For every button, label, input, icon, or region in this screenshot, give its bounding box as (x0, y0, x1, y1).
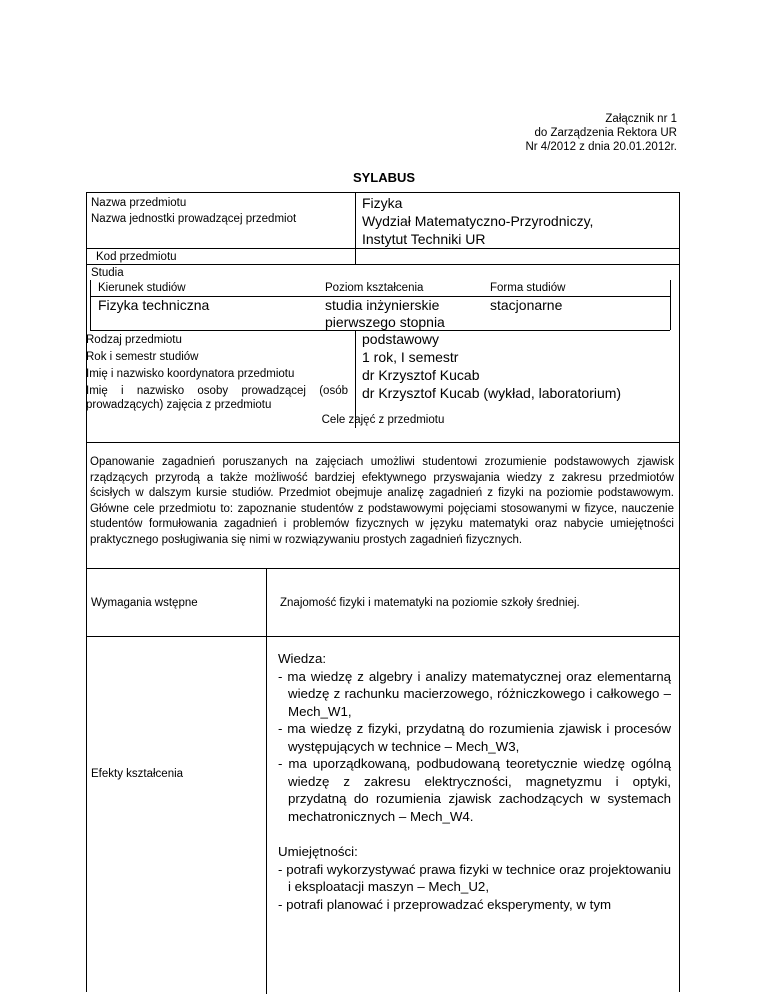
type-value: podstawowy (362, 331, 440, 347)
skills-item: - potrafi wykorzystywać prawa fizyki w technice oraz projektowaniu i eksploatacji maszyn – Mech_U2, (278, 861, 671, 894)
type-label: Rodzaj przedmiotu (86, 334, 182, 346)
goals-header: Cele zajęć z przedmiotu (321, 414, 445, 426)
unit-value-line-1: Wydział Matematyczno-Przyrodniczy, (362, 213, 594, 229)
teacher-label-line-1: Imię i nazwisko osoby prowadzącej (osób (86, 385, 348, 397)
document-title: SYLABUS (352, 170, 416, 185)
prereq-label: Wymagania wstępne (91, 597, 198, 609)
studies-label: Studia (91, 267, 124, 279)
knowledge-item: - ma wiedzę z algebry i analizy matematycznej oraz elementarną wiedzę z rachunku macierzowego, różniczkowego i całkowego – Mech_W1, (278, 668, 671, 719)
form-value: stacjonarne (490, 297, 563, 313)
level-value-line-1: studia inżynierskie (325, 297, 440, 313)
annex-line-1: Załącznik nr 1 (605, 113, 677, 125)
code-label: Kod przedmiotu (96, 251, 177, 263)
effects-content (278, 650, 671, 913)
subject-name-label: Nazwa przedmiotu (91, 197, 187, 209)
skills-header: Umiejętności: (278, 844, 358, 859)
knowledge-list (278, 668, 671, 826)
effects-label: Efekty kształcenia (91, 768, 184, 780)
prereq-value: Znajomość fizyki i matematyki na poziomie szkoły średniej. (280, 597, 580, 609)
teacher-value: dr Krzysztof Kucab (wykład, laboratorium) (362, 385, 622, 401)
teacher-label-line-2: prowadzących) zajęcia z przedmiotu (86, 399, 272, 411)
knowledge-header: Wiedza: (278, 651, 327, 666)
annex-line-3: Nr 4/2012 z dnia 20.01.2012r. (525, 141, 677, 153)
goals-text: Opanowanie zagadnień poruszanych na zajęciach umożliwi studentowi zrozumienie podstawowych zjawisk rządzących przyrodą a także możliwość bardziej efektywnego przyswajania wiedzy z zakresu przedmiotów ścisłych w dalszym kursie studiów. Przedmiot obejmuje analizę zagadnień z fizyki na poziomie podstawowym. Główne cele przedmiotu to: zapoznanie studentów z podstawowymi pojęciami stosowanymi w fizyce, nauczenie studentów formułowania zagadnień i problemów fizycznych w języku matematyki oraz nabycie umiejętności praktycznego posługiwania się nimi w rozwiązywaniu prostych zagadnień fizycznych. (90, 456, 674, 546)
year-label: Rok i semestr studiów (86, 351, 199, 363)
unit-value-line-2: Instytut Techniki UR (362, 231, 486, 247)
subject-name-value: Fizyka (362, 195, 403, 211)
level-value-line-2: pierwszego stopnia (325, 314, 445, 330)
direction-header: Kierunek studiów (98, 282, 186, 294)
coordinator-label: Imię i nazwisko koordynatora przedmiotu (86, 368, 295, 380)
knowledge-item: - ma wiedzę z fizyki, przydatną do rozumienia zjawisk i procesów występujących w technice – Mech_W3, (278, 721, 671, 754)
year-value: 1 rok, I semestr (362, 349, 459, 365)
skills-list (278, 861, 671, 914)
form-header: Forma studiów (490, 282, 566, 294)
level-header: Poziom kształcenia (325, 282, 424, 294)
skills-item: - potrafi planować i przeprowadzać eksperymenty, w tym (278, 896, 612, 912)
unit-label: Nazwa jednostki prowadzącej przedmiot (91, 213, 297, 225)
coordinator-value: dr Krzysztof Kucab (362, 367, 480, 383)
annex-line-2: do Zarządzenia Rektora UR (534, 127, 677, 139)
knowledge-item: - ma uporządkowaną, podbudowaną teoretycznie wiedzę ogólną wiedzę z zakresu elektryczności, magnetyzmu i optyki, przydatną do rozumienia zjawisk zachodzących w systemach mechatronicznych – Mech_W4. (278, 756, 671, 824)
direction-value: Fizyka techniczna (98, 297, 210, 313)
